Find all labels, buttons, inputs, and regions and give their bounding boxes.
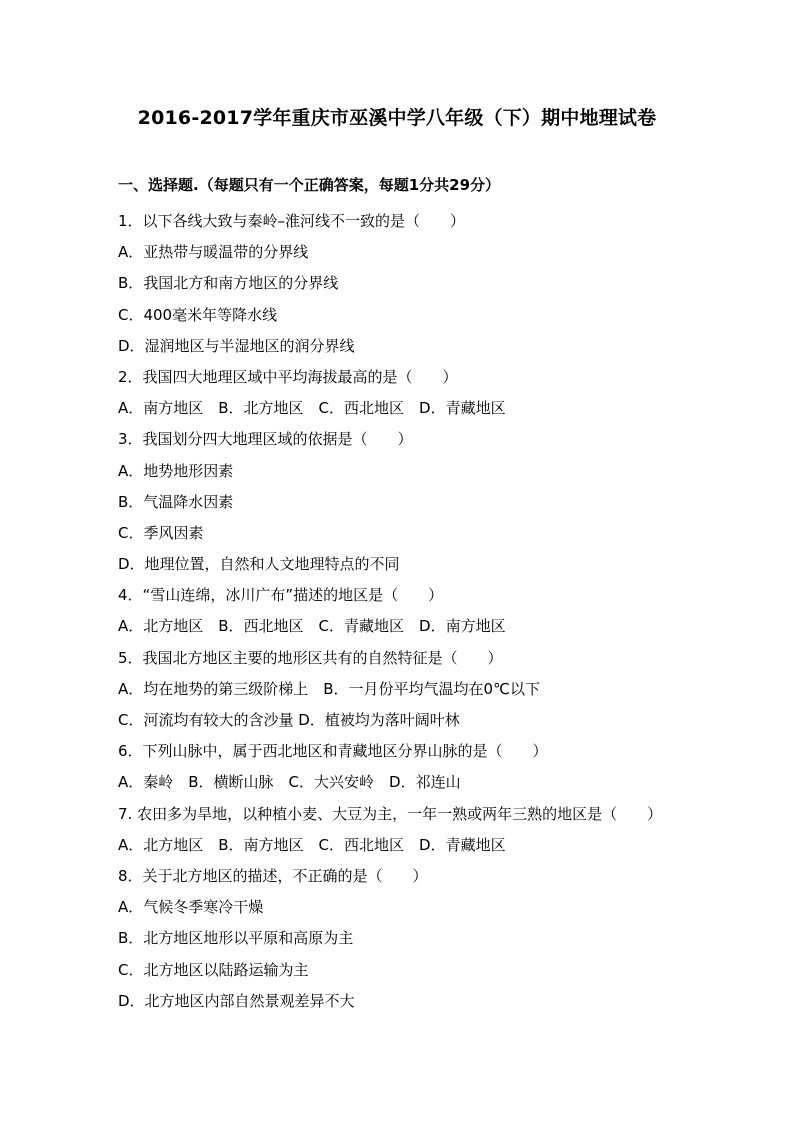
option-line: C．北方地区以陆路运输为主 [118, 960, 309, 979]
page-title: 2016-2017学年重庆市巫溪中学八年级（下）期中地理试卷 [137, 107, 657, 129]
question-line: 3．我国划分四大地理区域的依据是（ ） [118, 430, 413, 449]
option-line: B．我国北方和南方地区的分界线 [118, 274, 339, 293]
section-header: 一、选择题.（每题只有一个正确答案，每题1分共29分） [118, 176, 501, 194]
option-line: D．地理位置，自然和人文地理特点的不同 [118, 555, 400, 574]
option-line: A．气候冬季寒冷干燥 [118, 898, 264, 917]
option-line: D．湿润地区与半湿地区的润分界线 [118, 336, 355, 355]
option-line: A．北方地区 B．西北地区 C．青藏地区 D．南方地区 [118, 617, 506, 636]
option-line: C．季风因素 [118, 523, 204, 542]
question-line: 7. 农田多为旱地，以种植小麦、大豆为主，一年一熟或两年三熟的地区是（ ） [118, 804, 663, 823]
option-line: A．南方地区 B．北方地区 C．西北地区 D．青藏地区 [118, 399, 506, 418]
question-line: 6．下列山脉中，属于西北地区和青藏地区分界山脉的是（ ） [118, 742, 548, 761]
option-line: A．秦岭 B．横断山脉 C．大兴安岭 D．祁连山 [118, 773, 461, 792]
option-line: A．亚热带与暖温带的分界线 [118, 243, 309, 262]
option-line: B．气温降水因素 [118, 492, 234, 511]
option-line: A．地势地形因素 [118, 461, 234, 480]
question-list [118, 206, 758, 1017]
question-line: 4．“雪山连绵，冰川广布”描述的地区是（ ） [118, 586, 444, 605]
option-line: A．均在地势的第三级阶梯上 B．一月份平均气温均在0℃以下 [118, 679, 540, 698]
option-line: C．河流均有较大的含沙量 D．植被均为落叶阔叶林 [118, 711, 460, 729]
option-line: B．北方地区地形以平原和高原为主 [118, 929, 354, 948]
option-line: C．400毫米年等降水线 [118, 305, 278, 324]
option-line: A．北方地区 B．南方地区 C．西北地区 D．青藏地区 [118, 835, 506, 854]
question-line: 1．以下各线大致与秦岭–淮河线不一致的是（ ） [118, 212, 466, 230]
option-line: D．北方地区内部自然景观差异不大 [118, 991, 355, 1010]
question-line: 5．我国北方地区主要的地形区共有的自然特征是（ ） [118, 648, 503, 667]
question-line: 8．关于北方地区的描述，不正确的是（ ） [118, 866, 428, 885]
question-line: 2．我国四大地理区域中平均海拔最高的是（ ） [118, 367, 458, 386]
